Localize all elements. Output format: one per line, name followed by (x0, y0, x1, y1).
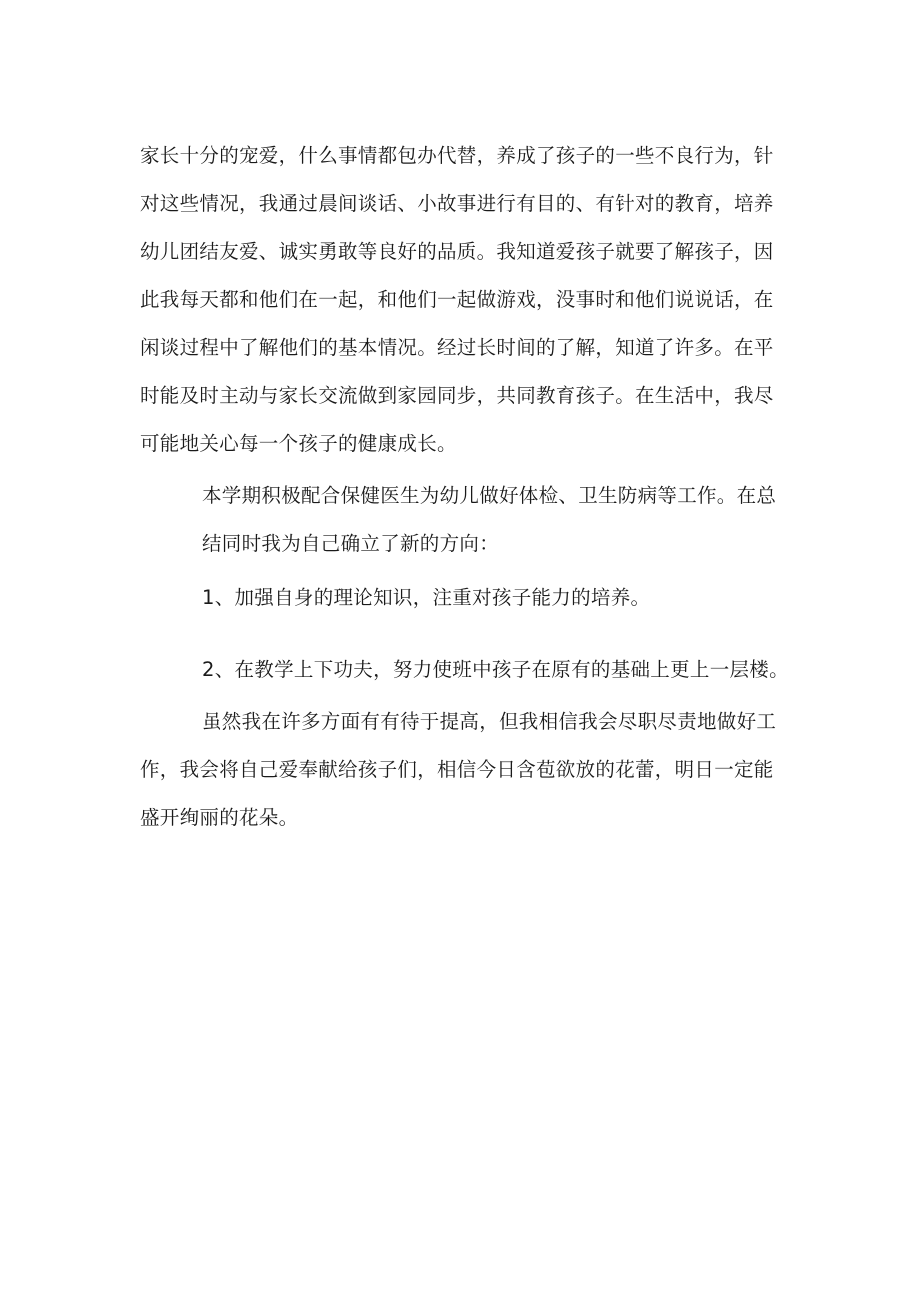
paragraph-line: 时能及时主动与家长交流做到家园同步，共同教育孩子。在生活中，我尽 (140, 384, 774, 407)
paragraph-line: 盛开绚丽的花朵。 (140, 806, 299, 829)
list-item: 2、在教学上下功夫，努力使班中孩子在原有的基础上更上一层楼。 (202, 658, 789, 681)
paragraph-line: 作，我会将自己爱奉献给孩子们，相信今日含苞欲放的花蕾，明日一定能 (140, 758, 774, 781)
paragraph-line: 对这些情况，我通过晨间谈话、小故事进行有目的、有针对的教育，培养 (140, 192, 774, 215)
list-item: 1、加强自身的理论知识，注重对孩子能力的培养。 (202, 586, 651, 609)
paragraph-line: 虽然我在许多方面有有待于提高，但我相信我会尽职尽责地做好工 (202, 710, 777, 733)
paragraph-line: 可能地关心每一个孩子的健康成长。 (140, 432, 457, 455)
paragraph-line: 幼儿团结友爱、诚实勇敢等良好的品质。我知道爱孩子就要了解孩子，因 (140, 240, 774, 263)
paragraph-line: 闲谈过程中了解他们的基本情况。经过长时间的了解，知道了许多。在平 (140, 336, 774, 359)
paragraph-line: 此我每天都和他们在一起，和他们一起做游戏，没事时和他们说说话，在 (140, 288, 774, 311)
paragraph-line: 家长十分的宠爱，什么事情都包办代替，养成了孩子的一些不良行为，针 (140, 144, 774, 167)
paragraph-line: 本学期积极配合保健医生为幼儿做好体检、卫生防病等工作。在总 (202, 484, 777, 507)
paragraph-line: 结同时我为自己确立了新的方向： (202, 532, 500, 555)
